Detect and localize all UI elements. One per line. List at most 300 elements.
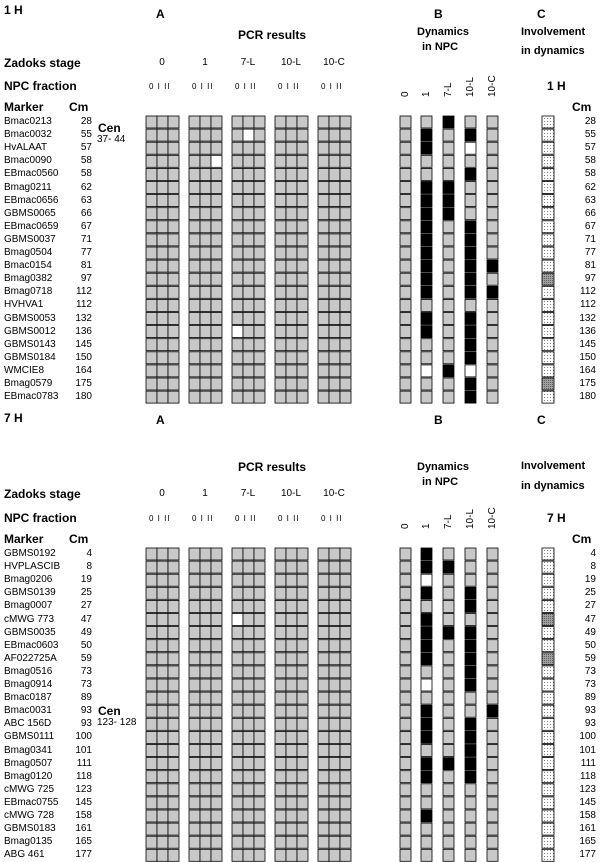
marker-cm-right: 62 xyxy=(584,181,596,193)
dynamics-cell xyxy=(400,849,411,861)
pcr-cell xyxy=(200,797,211,809)
dynamics-cell xyxy=(421,391,432,403)
dynamics-cell xyxy=(487,784,498,796)
dynamics-cell xyxy=(421,627,432,639)
pcr-cell xyxy=(243,692,254,704)
dynamics-cell xyxy=(421,365,432,377)
pcr-cell xyxy=(243,548,254,560)
npc-fraction-values: 0 I II xyxy=(235,514,257,523)
pcr-cell xyxy=(254,260,265,272)
pcr-cell xyxy=(232,142,243,154)
pcr-cell xyxy=(200,234,211,246)
dynamics-cell xyxy=(421,718,432,730)
pcr-cell xyxy=(318,574,329,586)
pcr-cell xyxy=(189,182,200,194)
pcr-cell xyxy=(157,548,168,560)
pcr-cell xyxy=(254,142,265,154)
pcr-cell xyxy=(297,195,308,207)
pcr-cell xyxy=(340,273,351,285)
dynamics-cell xyxy=(421,326,432,338)
marker-name: GBMS0012 xyxy=(4,325,56,337)
pcr-cell xyxy=(168,326,179,338)
pcr-cell xyxy=(146,365,157,377)
pcr-cell xyxy=(275,771,286,783)
pcr-cell xyxy=(232,692,243,704)
pcr-cell xyxy=(340,823,351,835)
marker-cm-right: 112 xyxy=(580,299,596,311)
marker-cm: 62 xyxy=(80,181,92,193)
pcr-cell xyxy=(168,378,179,390)
pcr-cell xyxy=(297,692,308,704)
dynamics-cell xyxy=(465,731,476,743)
dynamics-cell xyxy=(465,247,476,259)
npc-fraction-values: 0 I II xyxy=(278,514,300,523)
pcr-cell xyxy=(168,247,179,259)
pcr-cell xyxy=(318,784,329,796)
marker-cm: 164 xyxy=(75,364,92,376)
pcr-cell xyxy=(146,326,157,338)
pcr-cell xyxy=(340,391,351,403)
pcr-cell xyxy=(286,313,297,325)
pcr-cell xyxy=(157,679,168,691)
pcr-cell xyxy=(297,784,308,796)
pcr-cell xyxy=(275,142,286,154)
involvement-cell xyxy=(542,561,554,573)
dynamics-cell xyxy=(400,286,411,298)
marker-cm: 161 xyxy=(75,823,92,835)
pcr-cell xyxy=(168,208,179,220)
dynamics-cell xyxy=(465,142,476,154)
pcr-cell xyxy=(297,208,308,220)
marker-cm-right: 132 xyxy=(579,312,596,324)
pcr-cell xyxy=(254,692,265,704)
dynamics-cell xyxy=(487,286,498,298)
marker-cm-right: 73 xyxy=(584,665,596,677)
pcr-cell xyxy=(211,692,222,704)
pcr-cell xyxy=(318,849,329,861)
pcr-cell xyxy=(340,614,351,626)
dynamics-cell xyxy=(400,836,411,848)
pcr-cell xyxy=(189,771,200,783)
involvement-cell xyxy=(542,797,554,809)
pcr-cell xyxy=(329,797,340,809)
pcr-cell xyxy=(275,339,286,351)
dynamics-cell xyxy=(400,273,411,285)
dynamics-cell xyxy=(487,326,498,338)
dynamics-cell xyxy=(421,247,432,259)
involvement-cell xyxy=(542,365,554,377)
pcr-cell xyxy=(211,653,222,665)
pcr-cell xyxy=(286,574,297,586)
dynamics-cell xyxy=(400,640,411,652)
pcr-cell xyxy=(243,836,254,848)
marker-name: Bmag0135 xyxy=(4,836,53,848)
pcr-cell xyxy=(243,286,254,298)
pcr-cell xyxy=(254,614,265,626)
pcr-cell xyxy=(318,614,329,626)
pcr-cell xyxy=(329,365,340,377)
pcr-cell xyxy=(189,116,200,128)
dynamics-column-label: 7-L xyxy=(443,82,454,97)
pcr-cell xyxy=(211,784,222,796)
pcr-cell xyxy=(275,286,286,298)
pcr-cell xyxy=(286,142,297,154)
dynamics-cell xyxy=(443,823,454,835)
section-a-label: A xyxy=(156,413,165,427)
dynamics-cell xyxy=(465,116,476,128)
marker-cm-right: 101 xyxy=(579,744,596,756)
pcr-cell xyxy=(168,758,179,770)
pcr-cell xyxy=(232,182,243,194)
pcr-cell xyxy=(286,823,297,835)
dynamics-cell xyxy=(443,758,454,770)
pcr-cell xyxy=(340,679,351,691)
pcr-cell xyxy=(146,627,157,639)
pcr-cell xyxy=(275,679,286,691)
pcr-cell xyxy=(211,195,222,207)
pcr-cell xyxy=(297,378,308,390)
pcr-cell xyxy=(297,116,308,128)
pcr-cell xyxy=(189,378,200,390)
marker-cm: 73 xyxy=(80,679,92,690)
marker-cm-right: 164 xyxy=(579,364,596,376)
pcr-cell xyxy=(211,378,222,390)
pcr-cell xyxy=(286,797,297,809)
involvement-cell xyxy=(542,810,554,822)
pcr-cell xyxy=(340,548,351,560)
involvement-cell xyxy=(542,849,554,861)
pcr-cell xyxy=(254,155,265,167)
marker-name: Bmag0579 xyxy=(4,378,53,389)
pcr-cell xyxy=(243,849,254,861)
pcr-cell xyxy=(211,705,222,717)
dynamics-cell xyxy=(421,745,432,757)
pcr-cell xyxy=(200,718,211,730)
pcr-cell xyxy=(329,587,340,599)
pcr-cell xyxy=(275,614,286,626)
pcr-cell xyxy=(200,365,211,377)
pcr-cell xyxy=(254,352,265,364)
pcr-cell xyxy=(168,718,179,730)
marker-cm-right: 19 xyxy=(584,574,596,586)
pcr-cell xyxy=(168,653,179,665)
pcr-cell xyxy=(286,378,297,390)
dynamics-cell xyxy=(421,299,432,311)
pcr-cell xyxy=(243,234,254,246)
pcr-cell xyxy=(211,627,222,639)
pcr-cell xyxy=(168,705,179,717)
dynamics-cell xyxy=(465,548,476,560)
pcr-cell xyxy=(168,614,179,626)
involvement-title-line2: in dynamics xyxy=(521,480,585,492)
pcr-cell xyxy=(157,326,168,338)
dynamics-cell xyxy=(421,155,432,167)
pcr-cell xyxy=(254,273,265,285)
pcr-cell xyxy=(297,273,308,285)
chromosome-label: 7 H xyxy=(547,511,566,525)
pcr-cell xyxy=(211,208,222,220)
pcr-cell xyxy=(232,116,243,128)
pcr-cell xyxy=(275,849,286,861)
pcr-cell xyxy=(211,679,222,691)
pcr-cell xyxy=(200,326,211,338)
pcr-cell xyxy=(275,548,286,560)
pcr-cell xyxy=(168,195,179,207)
pcr-cell xyxy=(146,234,157,246)
involvement-cell xyxy=(542,221,554,233)
pcr-cell xyxy=(297,286,308,298)
pcr-cell xyxy=(168,810,179,822)
pcr-cell xyxy=(340,574,351,586)
marker-name: Bmag0718 xyxy=(4,286,53,298)
pcr-cell xyxy=(275,718,286,730)
involvement-title-line2: in dynamics xyxy=(521,45,585,57)
pcr-cell xyxy=(275,784,286,796)
pcr-cell xyxy=(211,260,222,272)
pcr-cell xyxy=(157,247,168,259)
dynamics-cell xyxy=(487,849,498,861)
marker-cm: 177 xyxy=(75,849,92,861)
pcr-cell xyxy=(297,627,308,639)
pcr-cell xyxy=(232,587,243,599)
dynamics-cell xyxy=(487,614,498,626)
pcr-cell xyxy=(275,640,286,652)
pcr-cell xyxy=(157,823,168,835)
dynamics-cell xyxy=(465,823,476,835)
pcr-cell xyxy=(232,299,243,311)
dynamics-cell xyxy=(465,705,476,717)
dynamics-cell xyxy=(400,234,411,246)
pcr-cell xyxy=(232,849,243,861)
pcr-cell xyxy=(157,168,168,180)
involvement-cell xyxy=(542,614,554,626)
dynamics-column-label: 10-L xyxy=(465,508,476,529)
dynamics-cell xyxy=(400,758,411,770)
dynamics-cell xyxy=(465,810,476,822)
dynamics-cell xyxy=(487,758,498,770)
involvement-cell xyxy=(542,286,554,298)
pcr-cell xyxy=(329,627,340,639)
dynamics-cell xyxy=(443,692,454,704)
pcr-cell xyxy=(243,247,254,259)
dynamics-cell xyxy=(400,208,411,220)
pcr-cell xyxy=(157,142,168,154)
pcr-cell xyxy=(146,286,157,298)
section-a-label: A xyxy=(156,7,165,21)
marker-cm: 158 xyxy=(75,810,92,821)
dynamics-cell xyxy=(465,745,476,757)
marker-header: Marker xyxy=(4,100,44,114)
pcr-cell xyxy=(157,745,168,757)
pcr-cell xyxy=(254,234,265,246)
dynamics-cell xyxy=(421,352,432,364)
pcr-cell xyxy=(157,339,168,351)
dynamics-cell xyxy=(487,718,498,730)
pcr-cell xyxy=(200,705,211,717)
pcr-cell xyxy=(232,836,243,848)
dynamics-cell xyxy=(400,718,411,730)
pcr-cell xyxy=(200,784,211,796)
dynamics-column-label: 0 xyxy=(400,523,411,529)
pcr-cell xyxy=(168,339,179,351)
marker-cm: 73 xyxy=(80,665,92,677)
panel-label: 1 H xyxy=(4,3,23,17)
pcr-cell xyxy=(275,823,286,835)
dynamics-cell xyxy=(487,313,498,325)
marker-name: GBMS0035 xyxy=(4,626,56,638)
pcr-cell xyxy=(146,299,157,311)
pcr-cell xyxy=(157,797,168,809)
dynamics-cell xyxy=(465,326,476,338)
dynamics-cell xyxy=(465,378,476,390)
pcr-cell xyxy=(211,286,222,298)
pcr-cell xyxy=(146,758,157,770)
chromosome-label: 1 H xyxy=(547,79,566,93)
pcr-cell xyxy=(297,823,308,835)
dynamics-cell xyxy=(443,182,454,194)
dynamics-cell xyxy=(465,299,476,311)
pcr-cell xyxy=(297,810,308,822)
dynamics-cell xyxy=(443,378,454,390)
dynamics-cell xyxy=(465,129,476,141)
involvement-cell xyxy=(542,247,554,259)
pcr-cell xyxy=(318,168,329,180)
pcr-cell xyxy=(168,561,179,573)
involvement-cell xyxy=(542,273,554,285)
pcr-title: PCR results xyxy=(238,460,307,474)
pcr-cell xyxy=(168,666,179,678)
pcr-cell xyxy=(200,810,211,822)
marker-header: Marker xyxy=(4,532,44,546)
dynamics-cell xyxy=(421,129,432,141)
pcr-cell xyxy=(329,692,340,704)
pcr-cell xyxy=(168,692,179,704)
dynamics-cell xyxy=(443,339,454,351)
dynamics-cell xyxy=(487,142,498,154)
pcr-cell xyxy=(146,195,157,207)
involvement-cell xyxy=(542,142,554,154)
pcr-cell xyxy=(329,718,340,730)
pcr-cell xyxy=(275,260,286,272)
dynamics-cell xyxy=(400,705,411,717)
marker-cm: 55 xyxy=(80,129,92,141)
involvement-cell xyxy=(542,208,554,220)
pcr-cell xyxy=(157,195,168,207)
pcr-cell xyxy=(157,587,168,599)
pcr-cell xyxy=(286,326,297,338)
dynamics-cell xyxy=(443,247,454,259)
pcr-cell xyxy=(157,836,168,848)
pcr-cell xyxy=(243,561,254,573)
pcr-cell xyxy=(329,326,340,338)
pcr-cell xyxy=(329,640,340,652)
dynamics-cell xyxy=(487,208,498,220)
pcr-cell xyxy=(168,745,179,757)
dynamics-cell xyxy=(487,378,498,390)
marker-name: Bmac0090 xyxy=(4,155,52,167)
zadoks-stage-value: 10-L xyxy=(280,57,301,68)
dynamics-cell xyxy=(487,168,498,180)
cm-header-right: Cm xyxy=(572,532,592,546)
pcr-cell xyxy=(189,836,200,848)
pcr-cell xyxy=(189,823,200,835)
marker-name: Bmag0007 xyxy=(4,600,53,612)
pcr-cell xyxy=(340,352,351,364)
pcr-cell xyxy=(189,614,200,626)
pcr-cell xyxy=(189,692,200,704)
marker-name: Bmag0507 xyxy=(4,757,53,769)
pcr-cell xyxy=(200,823,211,835)
dynamics-cell xyxy=(443,784,454,796)
pcr-cell xyxy=(329,352,340,364)
pcr-cell xyxy=(254,836,265,848)
dynamics-cell xyxy=(443,810,454,822)
pcr-cell xyxy=(232,195,243,207)
pcr-cell xyxy=(146,666,157,678)
pcr-cell xyxy=(232,234,243,246)
pcr-cell xyxy=(275,208,286,220)
pcr-cell xyxy=(297,168,308,180)
marker-name: Bmag0120 xyxy=(4,770,53,782)
marker-name: AF022725A xyxy=(4,652,57,664)
pcr-cell xyxy=(275,587,286,599)
marker-cm: 71 xyxy=(80,233,92,245)
pcr-cell xyxy=(146,771,157,783)
dynamics-cell xyxy=(487,352,498,364)
pcr-cell xyxy=(157,299,168,311)
pcr-cell xyxy=(318,587,329,599)
pcr-cell xyxy=(200,849,211,861)
pcr-cell xyxy=(275,168,286,180)
marker-cm: 145 xyxy=(75,796,92,808)
pcr-cell xyxy=(297,849,308,861)
dynamics-cell xyxy=(400,299,411,311)
pcr-cell xyxy=(189,679,200,691)
pcr-cell xyxy=(340,221,351,233)
pcr-cell xyxy=(189,797,200,809)
dynamics-cell xyxy=(443,600,454,612)
pcr-cell xyxy=(340,718,351,730)
pcr-cell xyxy=(189,273,200,285)
pcr-cell xyxy=(189,365,200,377)
marker-cm: 100 xyxy=(75,731,92,743)
pcr-cell xyxy=(254,247,265,259)
dynamics-cell xyxy=(465,286,476,298)
involvement-cell xyxy=(542,745,554,757)
dynamics-cell xyxy=(443,155,454,167)
pcr-cell xyxy=(168,260,179,272)
marker-cm: 25 xyxy=(80,587,92,599)
pcr-cell xyxy=(168,182,179,194)
pcr-cell xyxy=(168,168,179,180)
pcr-cell xyxy=(157,561,168,573)
dynamics-cell xyxy=(487,116,498,128)
pcr-cell xyxy=(243,653,254,665)
dynamics-cell xyxy=(421,587,432,599)
pcr-cell xyxy=(168,771,179,783)
pcr-cell xyxy=(211,116,222,128)
pcr-cell xyxy=(254,784,265,796)
pcr-cell xyxy=(200,666,211,678)
pcr-cell xyxy=(318,352,329,364)
pcr-cell xyxy=(340,365,351,377)
dynamics-cell xyxy=(421,313,432,325)
pcr-cell xyxy=(318,548,329,560)
pcr-cell xyxy=(243,378,254,390)
dynamics-cell xyxy=(487,653,498,665)
pcr-cell xyxy=(211,339,222,351)
pcr-cell xyxy=(189,653,200,665)
